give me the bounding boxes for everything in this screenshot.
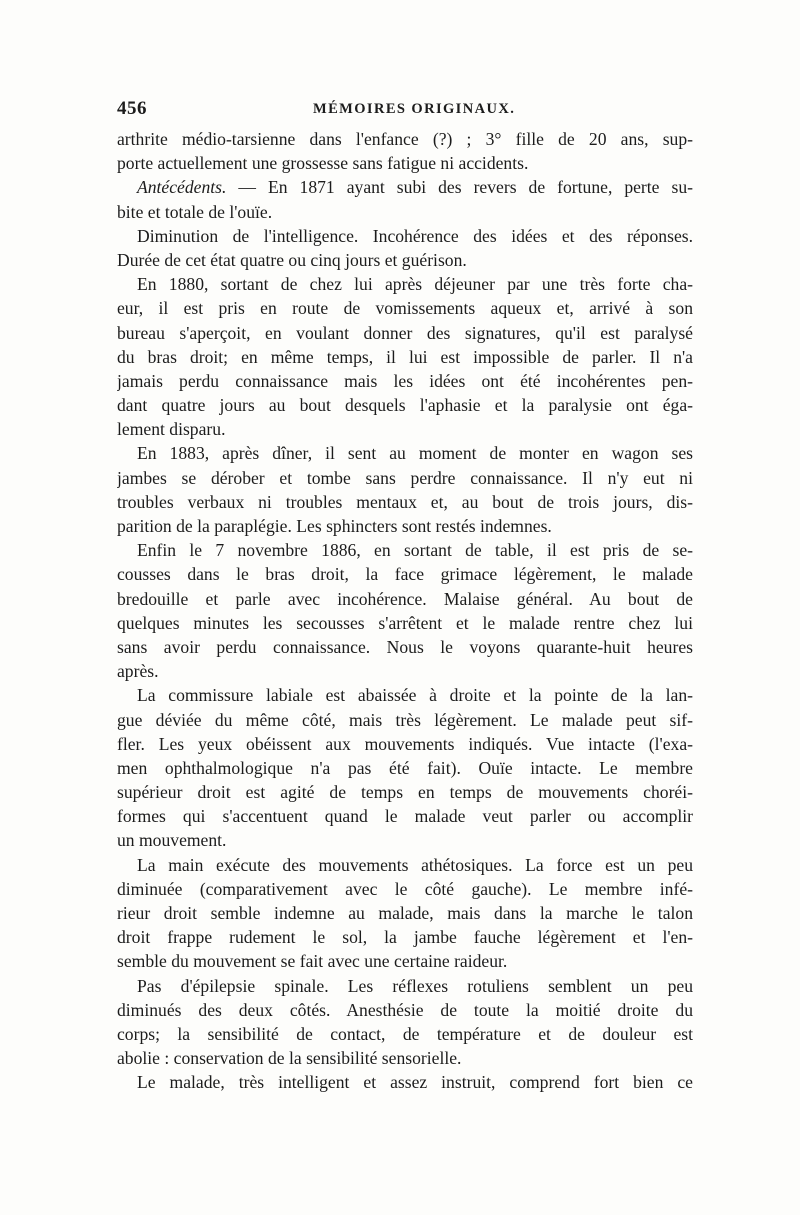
text-line: jamais perdu connaissance mais les idées ont été incohérentes pen- [117, 370, 693, 391]
text-line-rest: — En 1871 ayant subi des revers de fortune, perte su- [238, 177, 693, 198]
body-text [117, 127, 693, 1095]
text-line: porte actuellement une grossesse sans fatigue ni accidents. [117, 153, 529, 174]
text-line: cousses dans le bras droit, la face grimace légèrement, le malade [117, 564, 693, 585]
section-label: Antécédents. [137, 177, 227, 198]
text-line: Diminution de l'intelligence. Incohérence des idées et des réponses. [137, 225, 693, 246]
text-line: La commissure labiale est abaissée à droite et la pointe de la lan- [137, 685, 693, 706]
text-line: Le malade, très intelligent et assez instruit, comprend fort bien ce [137, 1072, 693, 1093]
running-head: MÉMOIRES ORIGINAUX. [313, 101, 516, 117]
text-line: un mouvement. [117, 830, 227, 851]
text-line: diminués des deux côtés. Anesthésie de toute la moitié droite du [117, 999, 693, 1020]
text-line: jambes se dérober et tombe sans perdre connaissance. Il n'y eut ni [117, 467, 693, 488]
text-line: du bras droit; en même temps, il lui est impossible de parler. Il n'a [117, 346, 693, 367]
text-line: diminuée (comparativement avec le côté gauche). Le membre infé- [117, 878, 693, 899]
text-line: bredouille et parle avec incohérence. Malaise général. Au bout de [117, 588, 693, 609]
text-line: En 1883, après dîner, il sent au moment de monter en wagon ses [137, 443, 693, 464]
text-line: parition de la paraplégie. Les sphincters sont restés indemnes. [117, 516, 552, 536]
text-line: Enfin le 7 novembre 1886, en sortant de table, il est pris de se- [137, 540, 693, 561]
text-line: La main exécute des mouvements athétosiques. La force est un peu [137, 854, 693, 875]
text-line: quelques minutes les secousses s'arrêtent et le malade rentre chez lui [117, 612, 693, 633]
text-line: supérieur droit est agité de temps en temps de mouvements choréi- [117, 782, 693, 803]
text-line: troubles verbaux ni troubles mentaux et, au bout de trois jours, dis- [117, 491, 693, 512]
text-line: bite et totale de l'ouïe. [117, 201, 273, 222]
text-line: fler. Les yeux obéissent aux mouvements indiqués. Vue intacte (l'exa- [117, 733, 693, 754]
text-line: bureau s'aperçoit, en voulant donner des signatures, qu'il est paralysé [117, 322, 693, 343]
text-line: arthrite médio-tarsienne dans l'enfance (?) ; 3° fille de 20 ans, sup- [117, 129, 693, 149]
text-line: gue déviée du même côté, mais très légèrement. Le malade peut sif- [117, 709, 693, 730]
text-line: Durée de cet état quatre ou cinq jours et guérison. [117, 249, 467, 270]
text-line: En 1880, sortant de chez lui après déjeuner par une très forte cha- [137, 274, 693, 295]
text-line: semble du mouvement se fait avec une certaine raideur. [117, 951, 508, 972]
text-line: formes qui s'accentuent quand le malade veut parler ou accomplir [117, 806, 693, 827]
text-line [117, 175, 693, 199]
page-header [117, 98, 693, 126]
text-line: rieur droit semble indemne au malade, mais dans la marche le talon [117, 903, 693, 923]
text-line: lement disparu. [117, 419, 226, 440]
text-line: après. [117, 661, 159, 682]
text-line: sans avoir perdu connaissance. Nous le voyons quarante-huit heures [117, 636, 693, 657]
text-line: Pas d'épilepsie spinale. Les réflexes rotuliens semblent un peu [137, 975, 693, 996]
text-line: abolie : conservation de la sensibilité sensorielle. [117, 1048, 462, 1069]
page-number: 456 [117, 98, 147, 119]
text-line: eur, il est pris en route de vomissements aqueux et, arrivé à son [117, 298, 693, 319]
text-line: men ophthalmologique n'a pas été fait). Ouïe intacte. Le membre [117, 757, 693, 778]
text-line: droit frappe rudement le sol, la jambe fauche légèrement et l'en- [117, 927, 693, 948]
text-line: dant quatre jours au bout desquels l'aphasie et la paralysie ont éga- [117, 395, 693, 416]
text-line: corps; la sensibilité de contact, de température et de douleur est [117, 1023, 693, 1044]
